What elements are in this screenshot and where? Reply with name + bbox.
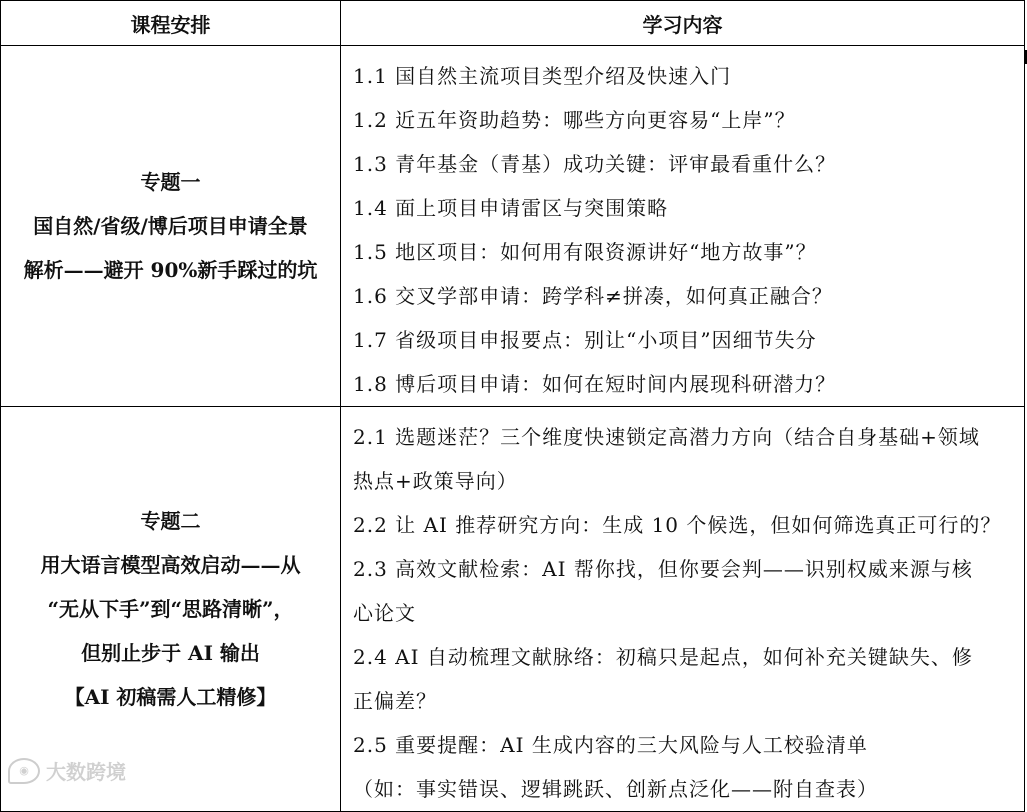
table-row (1, 407, 1025, 812)
list-item-line: （如：事实错误、逻辑跳跃、创新点泛化——附自查表） (353, 777, 878, 801)
list-item-line: 2.4 AI 自动梳理文献脉络：初稿只是起点，如何补充关键缺失、修 (353, 645, 973, 669)
topic-2-title (1, 407, 341, 812)
list-item (353, 723, 1024, 811)
table-header-row (1, 1, 1025, 46)
list-item (353, 547, 1024, 635)
table-row (1, 46, 1025, 407)
list-item (353, 415, 1024, 503)
list-item-line: 正偏差？ (353, 689, 437, 713)
list-item: 1.8 博后项目申请：如何在短时间内展现科研潜力？ (353, 372, 837, 396)
topic-title-line: 但别止步于 AI 输出 (81, 641, 260, 665)
watermark-text: 大数跨境 (46, 760, 126, 784)
topic-2-items (341, 407, 1025, 812)
topic-title-line: 用大语言模型高效启动——从 (40, 553, 301, 577)
topic-title-line: 解析——避开 90%新手踩过的坑 (23, 258, 318, 282)
list-item: 1.7 省级项目申报要点：别让“小项目”因细节失分 (353, 328, 817, 352)
list-item: 1.2 近五年资助趋势：哪些方向更容易“上岸”？ (353, 108, 796, 132)
list-item (353, 635, 1024, 723)
list-item-line: 心论文 (353, 601, 416, 625)
header-course-schedule: 课程安排 (1, 1, 341, 46)
topic-1-title (1, 46, 341, 407)
list-item: 1.1 国自然主流项目类型介绍及快速入门 (353, 64, 732, 88)
topic-1-items (341, 46, 1025, 407)
topic-title-line: “无从下手”到“思路清晰”， (47, 597, 294, 621)
list-item (353, 503, 1024, 547)
topic-title-line: 【AI 初稿需人工精修】 (64, 685, 277, 709)
list-item-line: 2.5 重要提醒：AI 生成内容的三大风险与人工校验清单 (353, 733, 868, 757)
list-item-line: 2.1 选题迷茫？三个维度快速锁定高潜力方向（结合自身基础+领域 (353, 425, 980, 449)
header-learning-content: 学习内容 (341, 1, 1025, 46)
topic-title-line: 专题一 (140, 170, 201, 194)
weibo-icon: ◉ (8, 758, 40, 784)
list-item-line: 热点+政策导向） (353, 469, 518, 493)
list-item-line: 2.3 高效文献检索：AI 帮你找，但你要会判——识别权威来源与核 (353, 557, 973, 581)
list-item: 1.5 地区项目：如何用有限资源讲好“地方故事”？ (353, 240, 817, 264)
topic-title-line: 国自然/省级/博后项目申请全景 (33, 214, 308, 238)
list-item: 1.3 青年基金（青基）成功关键：评审最看重什么？ (353, 152, 837, 176)
list-item: 1.6 交叉学部申请：跨学科≠拼凑，如何真正融合？ (353, 284, 833, 308)
topic-title-line: 专题二 (140, 509, 201, 533)
list-item: 1.4 面上项目申请雷区与突围策略 (353, 196, 669, 220)
list-item-line: 2.2 让 AI 推荐研究方向：生成 10 个候选，但如何筛选真正可行的？ (353, 513, 1002, 537)
watermark (8, 756, 126, 785)
